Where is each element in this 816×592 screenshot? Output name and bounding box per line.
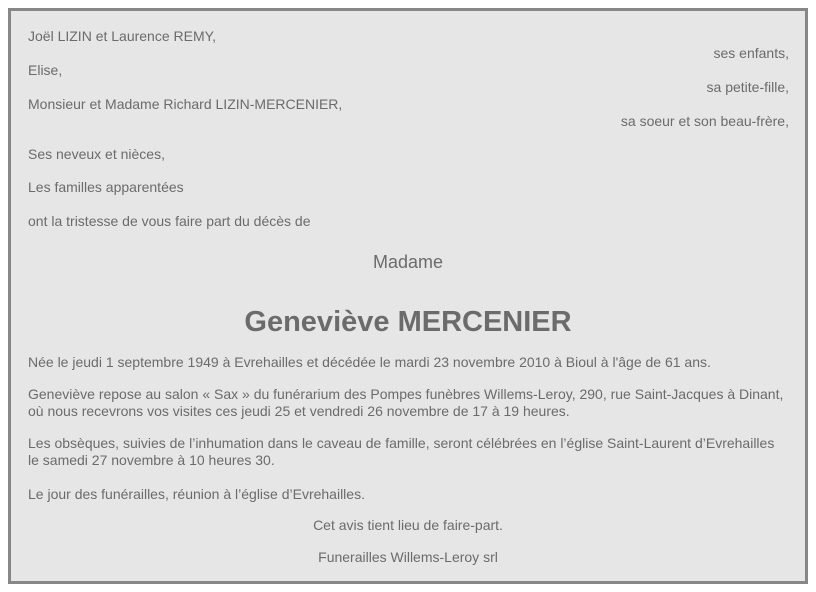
family-line-children: Joël LIZIN et Laurence REMY, xyxy=(28,28,217,44)
family-role-children: ses enfants, xyxy=(713,45,789,61)
funeral-paragraph: Les obsèques, suivies de l’inhumation dans le caveau de famille, seront célébrées en l’église Saint-Laurent d’Evrehailles le samedi 27 novembre à 10 heures 30. xyxy=(28,435,775,468)
deceased-name: Geneviève MERCENIER xyxy=(244,306,572,338)
family-line-sister: Monsieur et Madame Richard LIZIN-MERCENIER, xyxy=(28,96,343,112)
meeting-paragraph: Le jour des funérailles, réunion à l’église d’Evrehailles. xyxy=(28,486,365,502)
notice-statement: Cet avis tient lieu de faire-part. xyxy=(313,517,503,533)
birth-death-paragraph: Née le jeudi 1 septembre 1949 à Evrehailles et décédée le mardi 23 novembre 2010 à Bioul à l'âge de 61 ans. xyxy=(28,354,711,370)
undertaker-signature: Funerailles Willems-Leroy srl xyxy=(318,549,498,565)
family-role-granddaughter: sa petite-fille, xyxy=(706,79,789,95)
visitation-paragraph: Geneviève repose au salon « Sax » du funérarium des Pompes funèbres Willems-Leroy, 290, rue Saint-Jacques à Dinant, où nous recevrons vos visites ces jeudi 25 et vendredi 26 novembre de 17 à 19 heures. xyxy=(28,386,784,419)
family-line-relatives: Les familles apparentées xyxy=(28,179,184,195)
family-line-nephews: Ses neveux et nièces, xyxy=(28,146,165,162)
honorific: Madame xyxy=(372,252,444,272)
announcement-intro: ont la tristesse de vous faire part du décès de xyxy=(28,213,311,229)
family-line-granddaughter: Elise, xyxy=(28,62,63,78)
family-role-sister: sa soeur et son beau-frère, xyxy=(620,113,789,129)
death-notice-card xyxy=(8,8,808,584)
